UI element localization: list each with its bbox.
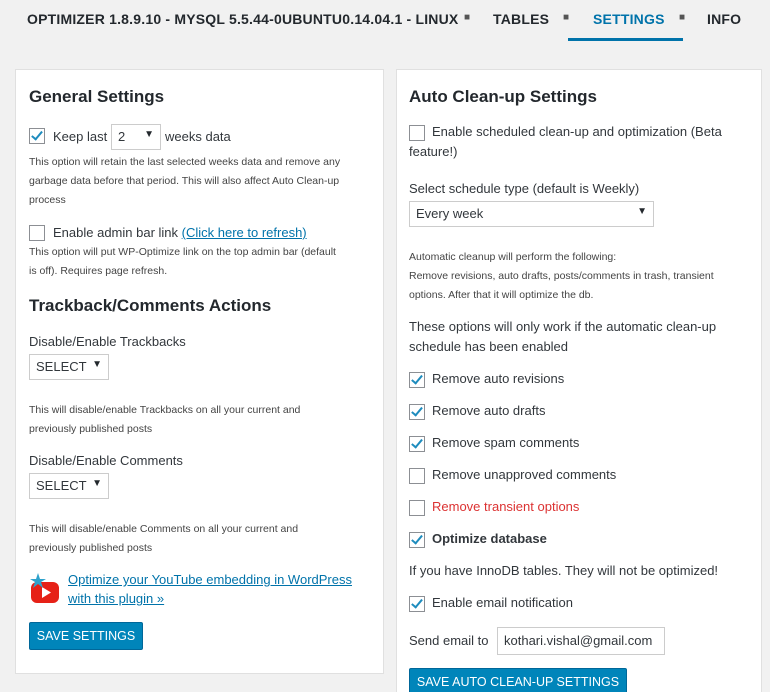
- chevron-down-icon: ▼: [637, 206, 647, 217]
- general-settings-title: General Settings: [29, 87, 165, 106]
- chevron-down-icon: ▼: [92, 359, 102, 370]
- email-field[interactable]: kothari.vishal@gmail.com: [497, 627, 665, 655]
- trackback-title: Trackback/Comments Actions: [29, 296, 272, 315]
- remove-auto-revisions-checkbox[interactable]: [409, 372, 425, 388]
- remove-auto-drafts-checkbox[interactable]: [409, 404, 425, 420]
- plugin-info: OPTIMIZER 1.8.9.10 - MYSQL 5.5.44-0UBUNTU0.14.04.1 - LINUX: [27, 11, 459, 27]
- youtube-link[interactable]: Optimize your YouTube embedding in WordPress: [68, 572, 352, 587]
- enable-scheduled-label: Enable scheduled clean-up and optimization (Beta: [432, 124, 722, 139]
- email-notification-checkbox[interactable]: [409, 596, 425, 612]
- keep-desc: process: [29, 194, 66, 206]
- send-email-label: Send email to: [409, 633, 489, 648]
- save-auto-cleanup-button[interactable]: SAVE AUTO CLEAN-UP SETTINGS: [409, 668, 627, 692]
- remove-unapproved-comments-checkbox[interactable]: [409, 468, 425, 484]
- trackbacks-label: Disable/Enable Trackbacks: [29, 334, 186, 349]
- remove-auto-revisions-label: Remove auto revisions: [432, 371, 565, 386]
- admin-bar-label: Enable admin bar link (Click here to refresh): [53, 225, 307, 240]
- email-notification-label: Enable email notification: [432, 595, 573, 610]
- nav-separator: ■: [679, 12, 686, 23]
- keep-desc: This option will retain the last selected weeks data and remove any: [29, 156, 341, 168]
- trackbacks-desc: previously published posts: [29, 423, 153, 435]
- remove-transient-options-label: Remove transient options: [432, 499, 580, 514]
- schedule-type-label: Select schedule type (default is Weekly): [409, 181, 640, 196]
- enable-scheduled-checkbox[interactable]: [409, 125, 425, 141]
- schedule-note: These options will only work if the automatic clean-up: [409, 319, 717, 334]
- trackbacks-desc: This will disable/enable Trackbacks on all your current and: [29, 404, 301, 416]
- remove-spam-comments-label: Remove spam comments: [432, 435, 580, 450]
- remove-auto-drafts-label: Remove auto drafts: [432, 403, 546, 418]
- chevron-down-icon: ▼: [92, 478, 102, 489]
- optimize-database-label: Optimize database: [432, 531, 547, 546]
- comments-select[interactable]: SELECT ▼: [29, 473, 109, 499]
- remove-transient-options-checkbox[interactable]: [409, 500, 425, 516]
- auto-cleanup-panel: [396, 69, 762, 692]
- cleanup-info: Automatic cleanup will perform the following:: [409, 251, 617, 263]
- cleanup-info: options. After that it will optimize the db.: [409, 289, 594, 301]
- tab-tables[interactable]: TABLES: [493, 11, 550, 27]
- innodb-note: If you have InnoDB tables. They will not be optimized!: [409, 563, 719, 578]
- trackbacks-select[interactable]: SELECT ▼: [29, 354, 109, 380]
- auto-cleanup-title: Auto Clean-up Settings: [409, 87, 597, 106]
- comments-label: Disable/Enable Comments: [29, 453, 183, 468]
- remove-spam-comments-checkbox[interactable]: [409, 436, 425, 452]
- keep-desc: garbage data before that period. This will also affect Auto Clean-up: [29, 175, 340, 187]
- schedule-note: schedule has been enabled: [409, 339, 569, 354]
- tab-info[interactable]: INFO: [707, 11, 742, 27]
- admin-bar-desc: is off). Requires page refresh.: [29, 265, 168, 277]
- top-nav: [0, 0, 770, 42]
- optimize-database-checkbox[interactable]: [409, 532, 425, 548]
- admin-bar-desc: This option will put WP-Optimize link on the top admin bar (default: [29, 246, 336, 258]
- schedule-type-select[interactable]: Every week ▼: [409, 201, 654, 227]
- refresh-link[interactable]: (Click here to refresh): [181, 225, 307, 240]
- youtube-icon: [28, 572, 62, 606]
- save-settings-button[interactable]: SAVE SETTINGS: [29, 622, 143, 650]
- general-settings-panel: [15, 69, 384, 674]
- comments-desc: This will disable/enable Comments on all your current and: [29, 523, 299, 535]
- remove-unapproved-comments-label: Remove unapproved comments: [432, 467, 617, 482]
- keep-last-checkbox[interactable]: [29, 128, 45, 144]
- nav-separator: ■: [464, 12, 471, 23]
- weeks-data-label: weeks data: [165, 129, 231, 144]
- keep-weeks-select[interactable]: 2 ▼: [111, 124, 161, 150]
- nav-separator: ■: [563, 12, 570, 23]
- comments-desc: previously published posts: [29, 542, 153, 554]
- youtube-link[interactable]: with this plugin »: [68, 591, 165, 606]
- tab-settings[interactable]: SETTINGS: [593, 11, 665, 27]
- chevron-down-icon: ▼: [144, 129, 154, 140]
- admin-bar-checkbox[interactable]: [29, 225, 45, 241]
- keep-last-label: Keep last: [53, 129, 108, 144]
- enable-scheduled-label: feature!): [409, 144, 458, 159]
- cleanup-info: Remove revisions, auto drafts, posts/comments in trash, transient: [409, 270, 714, 282]
- active-tab-underline: [568, 38, 683, 41]
